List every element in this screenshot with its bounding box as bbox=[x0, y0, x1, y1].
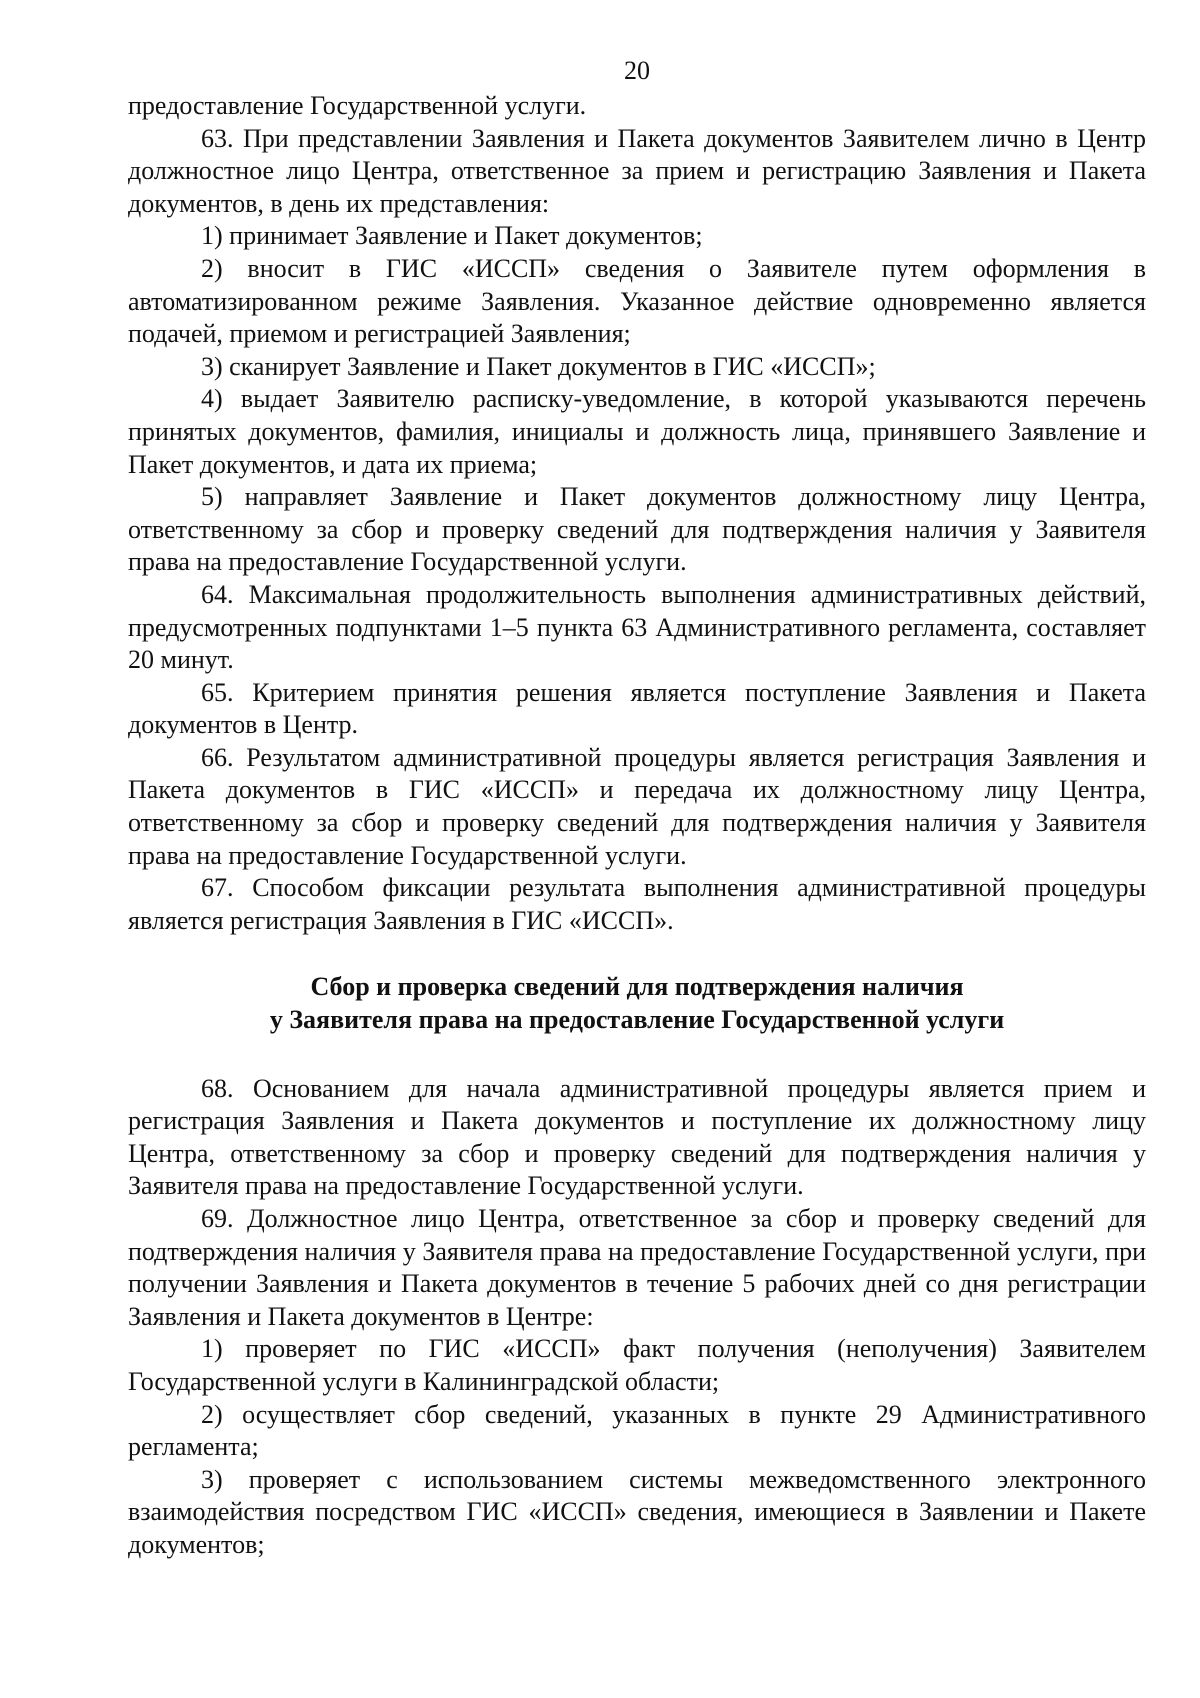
section-heading bbox=[128, 971, 1146, 1036]
paragraph: 2) осуществляет сбор сведений, указанных в пункте 29 Административного регламента; bbox=[128, 1399, 1146, 1462]
paragraph: 2) вносит в ГИС «ИССП» сведения о Заявителе путем оформления в автоматизированном режиме Заявления. Указанное действие одновременно является подачей, приемом и регистрацией Заявления; bbox=[128, 253, 1146, 349]
section-heading-line: у Заявителя права на предоставление Государственной услуги bbox=[269, 1005, 1005, 1035]
document-page bbox=[128, 52, 1146, 1562]
section-after bbox=[128, 1073, 1146, 1562]
paragraph: 1) принимает Заявление и Пакет документов; bbox=[201, 221, 703, 251]
paragraph: 65. Критерием принятия решения является поступление Заявления и Пакета документов в Центр. bbox=[128, 677, 1146, 740]
paragraph: 68. Основанием для начала административной процедуры является прием и регистрация Заявления и Пакета документов и поступление их должностному лицу Центра, ответственному за сбор и проверку сведений для подтверждения наличия у Заявителя права на предоставление Государственной услуги. bbox=[128, 1073, 1146, 1201]
paragraph: 3) проверяет с использованием системы межведомственного электронного взаимодействия посредством ГИС «ИССП» сведения, имеющиеся в Заявлении и Пакете документов; bbox=[128, 1464, 1146, 1559]
paragraph: 63. При представлении Заявления и Пакета документов Заявителем лично в Центр должностное лицо Центра, ответственное за прием и регистрацию Заявления и Пакета документов, в день их представления: bbox=[128, 123, 1146, 218]
paragraph: 5) направляет Заявление и Пакет документов должностному лицу Центра, ответственному за сбор и проверку сведений для подтверждения наличия у Заявителя права на предоставление Государственной услуги. bbox=[128, 482, 1146, 577]
paragraph: 67. Способом фиксации результата выполнения административной процедуры является регистрация Заявления в ГИС «ИССП». bbox=[128, 873, 1146, 935]
paragraph: 64. Максимальная продолжительность выполнения административных действий, предусмотренных подпунктами 1–5 пункта 63 Административного регламента, составляет 20 минут. bbox=[128, 579, 1146, 675]
paragraph: 3) сканирует Заявление и Пакет документов в ГИС «ИССП»; bbox=[201, 351, 876, 381]
paragraph: 4) выдает Заявителю расписку-уведомление, в которой указываются перечень принятых документов, фамилия, инициалы и должность лица, принявшего Заявление и Пакет документов, и дата их приема; bbox=[128, 384, 1146, 479]
paragraph: 66. Результатом административной процедуры является регистрация Заявления и Пакета документов в ГИС «ИССП» и передача их должностному лицу Центра, ответственному за сбор и проверку сведений для подтверждения наличия у Заявителя права на предоставление Государственной услуги. bbox=[128, 742, 1146, 870]
section-before bbox=[128, 90, 1146, 937]
page-number: 20 bbox=[624, 56, 650, 85]
paragraph: предоставление Государственной услуги. bbox=[128, 91, 587, 120]
paragraph: 1) проверяет по ГИС «ИССП» факт получения (неполучения) Заявителем Государственной услуги в Калининградской области; bbox=[128, 1334, 1146, 1396]
paragraph: 69. Должностное лицо Центра, ответственное за сбор и проверку сведений для подтверждения наличия у Заявителя права на предоставление Государственной услуги, при получении Заявления и Пакета документов в течение 5 рабочих дней со дня регистрации Заявления и Пакета документов в Центре: bbox=[128, 1204, 1146, 1331]
section-heading-line: Сбор и проверка сведений для подтверждения наличия bbox=[310, 972, 964, 1002]
